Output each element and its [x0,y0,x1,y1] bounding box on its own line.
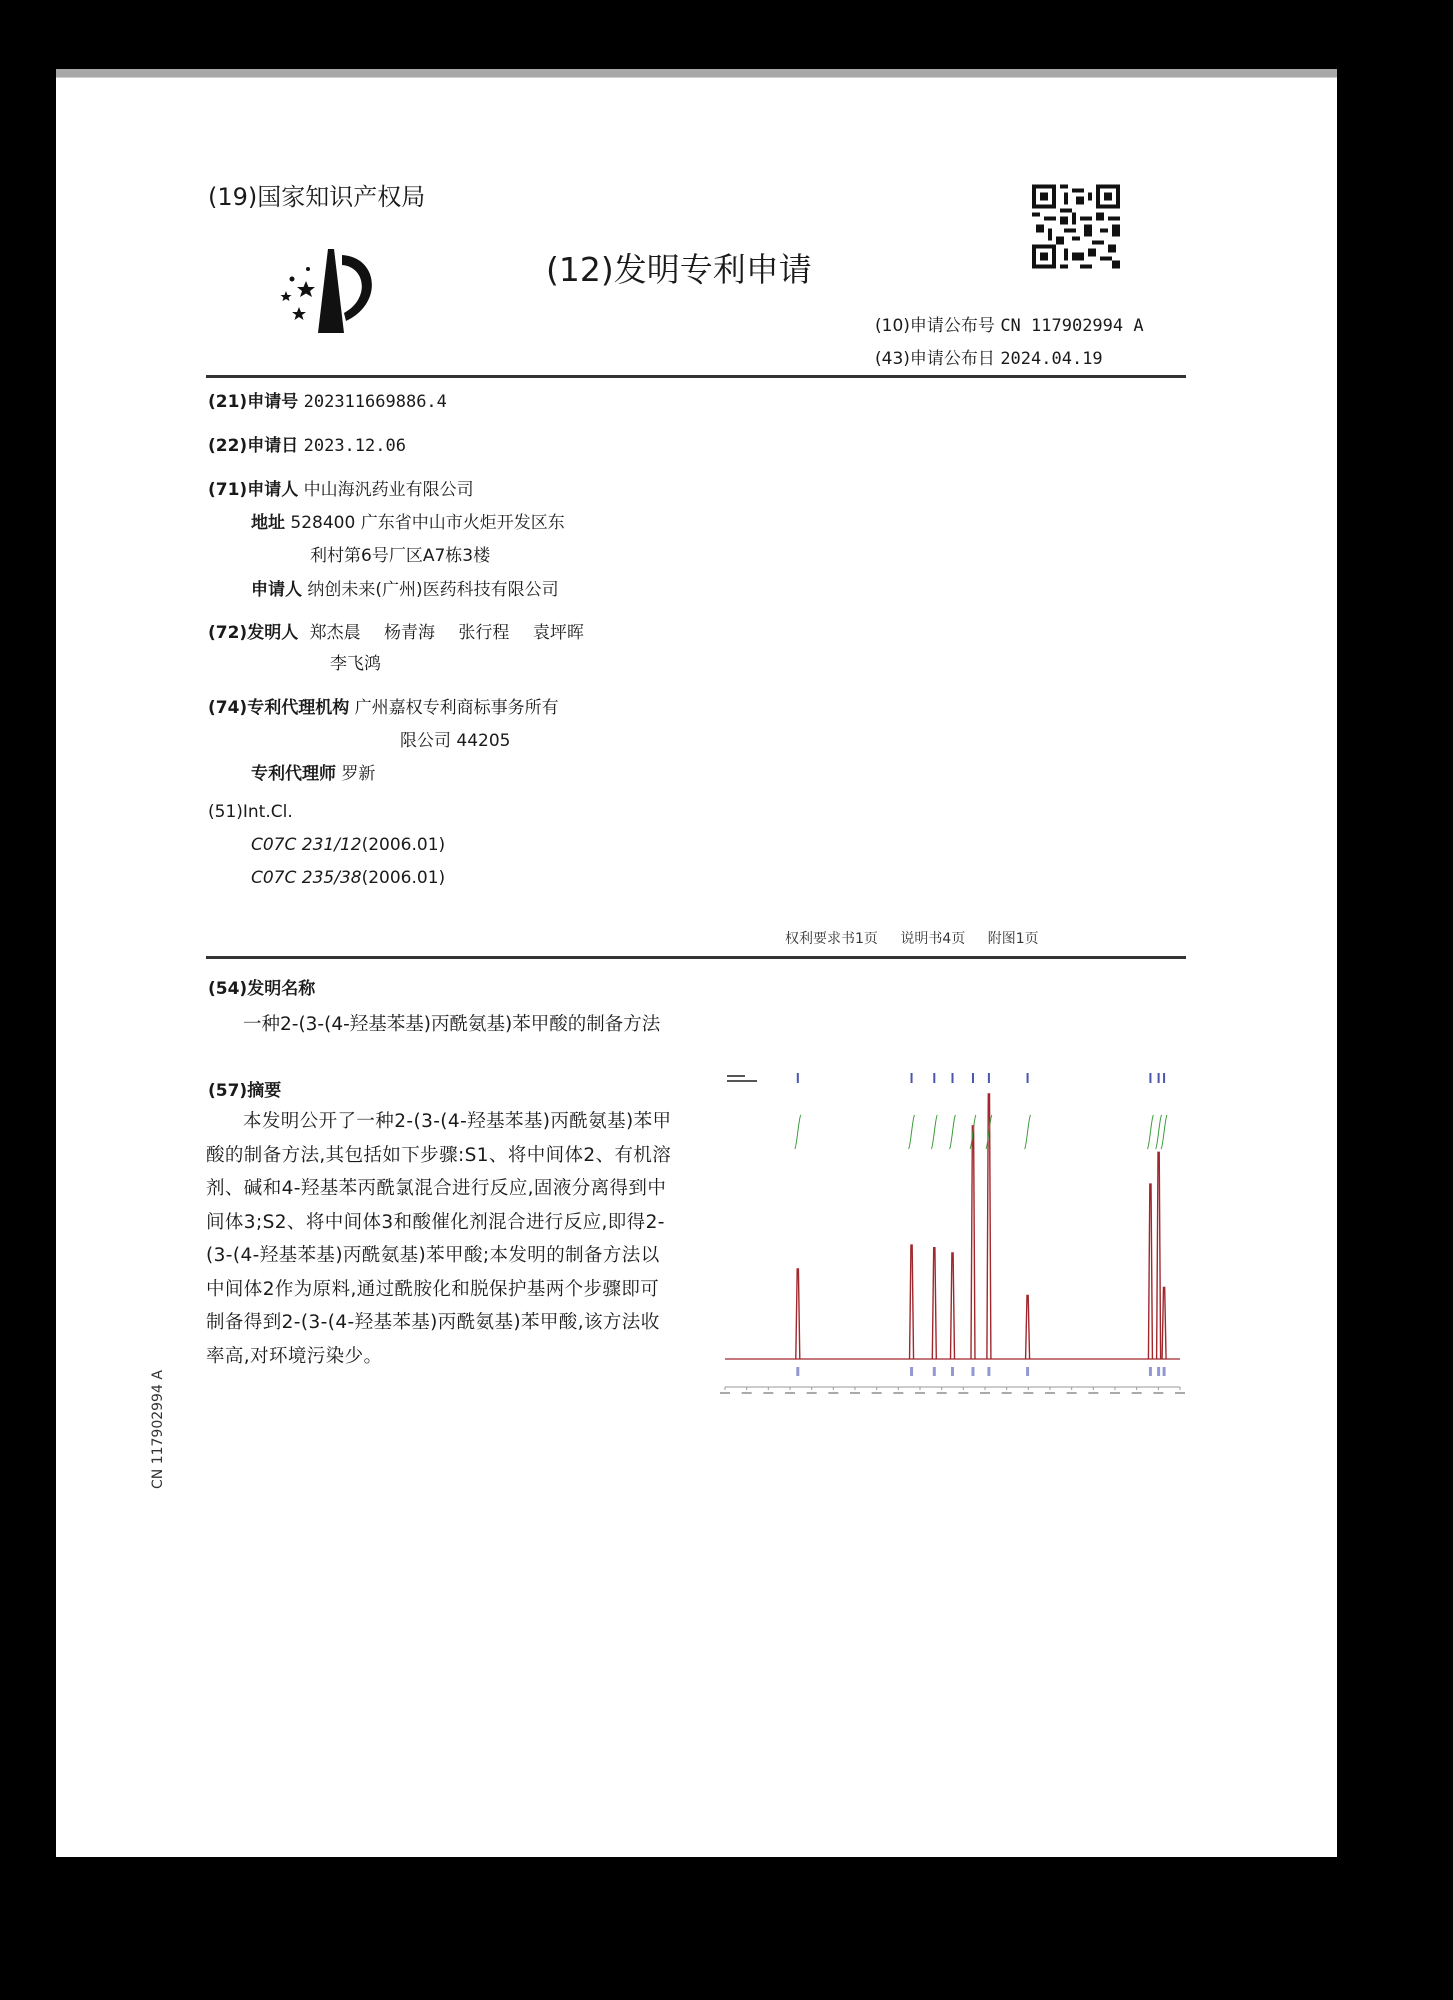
intcl-version: (2006.01) [361,868,446,888]
drawings-pages: 附图1页 [987,931,1039,947]
publication-number-value: CN 117902994 A [1000,316,1144,336]
applicant-value: 中山海汎药业有限公司 [303,480,474,500]
applicant-label: (71)申请人 [208,480,299,500]
side-publication-number: CN 117902994 A [150,1370,166,1489]
application-number-row [208,387,447,412]
nmr-spectrum-chart [715,1069,1190,1399]
inventors-row [208,618,584,643]
intcl-row [251,868,445,888]
title-label: (54)发明名称 [208,979,316,999]
abstract-text: 本发明公开了一种2-(3-(4-羟基苯基)丙酰氨基)苯甲酸的制备方法,其包括如下步骤:S1、将中间体2、有机溶剂、碱和4-羟基苯丙酰氯混合进行反应,固液分离得到中间体3;S2、将中间体3和酸催化剂混合进行反应,即得2-(3-(4-羟基苯基)丙酰氨基)苯甲酸;本发明的制备方法以中间体2作为原料,通过酰胺化和脱保护基两个步骤即可制备得到2-(3-(4-羟基苯基)丙酰氨基)苯甲酸,该方法收率高,对环境污染少。 [206,1111,672,1367]
intcl-version: (2006.01) [361,835,446,855]
document-type: (12)发明专利申请 [546,250,812,289]
agency-line1: 广州嘉权专利商标事务所有 [354,698,559,718]
address-label: 地址 [251,513,285,533]
header-divider [206,375,1186,378]
publication-date-row [875,344,1103,369]
abstract-label: (57)摘要 [208,1081,282,1101]
page-counts [785,928,1039,948]
applicant2-value: 纳创未来(广州)医药科技有限公司 [307,580,559,600]
inventor: 李飞鸿 [330,654,381,674]
application-number-value: 202311669886.4 [303,392,447,412]
qr-code-icon [1032,184,1120,269]
body-divider [206,956,1186,959]
inventor: 杨青海 [384,623,436,643]
application-number-label: (21)申请号 [208,392,299,412]
inventor: 张行程 [458,623,510,643]
agency-row [208,693,559,718]
publication-number-row [875,311,1144,336]
intcl-label: (51)Int.Cl. [208,802,293,822]
inventor: 郑杰晨 [309,623,361,643]
intcl-code: C07C 231/12 [251,835,362,855]
application-date-row [208,431,406,456]
agent-label: 专利代理师 [251,764,336,784]
inventor: 袁坪晖 [532,623,584,643]
agency-line2: 限公司 44205 [400,731,511,751]
page-top-strip [56,69,1337,78]
claims-pages: 权利要求书1页 [785,931,878,947]
cnipa-logo-icon [266,241,396,341]
agent-row [251,759,375,784]
patent-page [56,69,1337,1857]
address-line1: 528400 广东省中山市火炬开发区东 [290,513,565,533]
agent-value: 罗新 [341,764,376,784]
address-line2: 利村第6号厂区A7栋3楼 [310,546,491,566]
description-pages: 说明书4页 [900,931,966,947]
publication-date-label: (43)申请公布日 [875,349,995,369]
applicant-row [208,475,474,500]
applicant2-row [251,575,559,600]
office-name: (19)国家知识产权局 [208,183,426,211]
address-row [251,508,565,533]
invention-title: 一种2-(3-(4-羟基苯基)丙酰氨基)苯甲酸的制备方法 [243,1014,661,1035]
application-date-value: 2023.12.06 [303,436,406,456]
application-date-label: (22)申请日 [208,436,299,456]
intcl-row [251,835,445,855]
publication-date-value: 2024.04.19 [1000,349,1103,369]
intcl-code: C07C 235/38 [251,868,362,888]
applicant2-label: 申请人 [251,580,302,600]
agency-label: (74)专利代理机构 [208,698,350,718]
publication-number-label: (10)申请公布号 [875,316,995,336]
inventors-label: (72)发明人 [208,623,299,643]
